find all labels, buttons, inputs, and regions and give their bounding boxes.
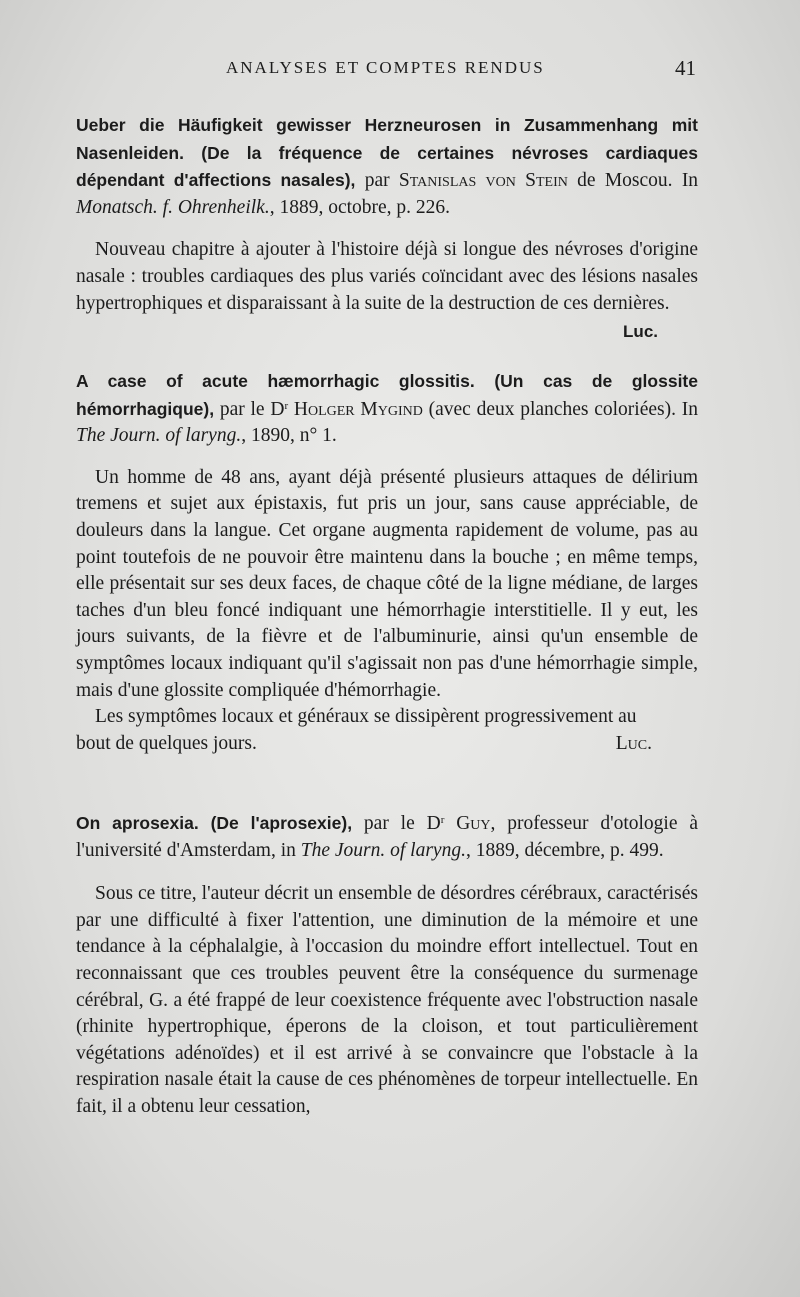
entry-3 bbox=[76, 810, 698, 1121]
entry-2-journal: The Journ. of laryng. bbox=[76, 425, 242, 447]
entry-2-body-2: Les symptômes locaux et généraux se dissipèrent progressivement au bbox=[95, 706, 637, 728]
entry-3-journal: The Journ. of laryng. bbox=[300, 839, 466, 861]
entry-2-heading: A case of acute hæmorrhagic glossitis. (Un cas de glossite hémorrhagique), par le $D^r$ Holger Mygind (avec deux planches coloriées). In The Journ. of laryng., 1890, n° 1. bbox=[76, 371, 698, 447]
entry-2-body: Un homme de 48 ans, ayant déjà présenté plusieurs attaques de délirium tremens et sujet aux épistaxis, fut pris un jour, sans cause appréciable, de douleurs dans la langue. Cet organe augmenta rapidement de volume, pas au point toutefois de ne pouvoir être maintenu dans la bouche ; en même temps, elle présentait sur ses deux faces, de chaque côté de la ligne médiane, de larges taches d'un bleu foncé indiquant une hémorrhagie interstitielle. Il y eut, les jours suivants, de la fièvre et de l'albuminurie, ainsi qu'un ensemble de symptômes locaux indiquant qu'il s'agissait non pas d'une hémorrhagie simple, mais d'une glossite compliquée d'hémorrhagie. bbox=[76, 466, 698, 701]
running-head: ANALYSES ET COMPTES RENDUS bbox=[226, 58, 545, 77]
entry-1-body: Nouveau chapitre à ajouter à l'histoire déjà si longue des névroses d'origine nasale : troubles cardiaques des plus variés coïncidant avec des lésions nasales hypertrophiques et disparaissant à la suite de la destruction de ces dernières. bbox=[76, 239, 698, 314]
entry-1-title: Ueber die Häufigkeit gewisser Herzneurosen in Zusammenhang mit Nasenleiden. bbox=[76, 115, 698, 163]
entry-1-journal: Monatsch. f. Ohrenheilk. bbox=[76, 196, 270, 218]
entry-3-author: Guy bbox=[456, 813, 491, 834]
entry-2 bbox=[76, 368, 698, 757]
entry-2-author: Holger Mygind bbox=[293, 398, 423, 420]
entry-3-body: Sous ce titre, l'auteur décrit un ensemble de désordres cérébraux, caractérisés par une difficulté à fixer l'attention, une diminution de la mémoire et une tendance à la céphalalgie, à l'occasion du moindre effort intellectuel. Tout en reconnaissant que ces troubles peuvent être la conséquence du surmenage cérébral, G. a été frappé de leur coexistence fréquente avec l'obstruction nasale (rhinite hypertrophique, éperons de la cloison, et tout particulièrement végétations adénoïdes) et il est arrivé à se convaincre que l'obstacle à la respiration nasale était la cause de ces phénomènes de torpeur intellectuelle. En fait, il a obtenu leur cessation, bbox=[76, 883, 698, 1117]
entry-2-title-fr: (Un cas de glossite hémorrhagique), bbox=[76, 371, 698, 419]
entry-1-signature: Luc. bbox=[623, 322, 658, 342]
page-number: 41 bbox=[675, 56, 696, 80]
entry-3-title: On aprosexia. bbox=[76, 813, 199, 833]
page-header bbox=[76, 58, 698, 84]
entry-1 bbox=[76, 112, 698, 345]
entry-3-heading: On aprosexia. (De l'aprosexie), par le $D^r$ Guy, professeur d'otologie à l'université d'Amsterdam, in The Journ. of laryng., 1889, décembre, p. 499. bbox=[76, 813, 699, 861]
entry-1-heading: Ueber die Häufigkeit gewisser Herzneurosen in Zusammenhang mit Nasenleiden. (De la fréquence de certaines névroses cardiaques dépendant d'affections nasales), par Stanislas von Stein de Moscou. In Monatsch. f. Ohrenheilk., 1889, octobre, p. 226. bbox=[76, 115, 699, 218]
entry-2-last-line: bout de quelques jours. Luc. bbox=[76, 731, 698, 758]
entry-1-title-fr: (De la fréquence de certaines névroses cardiaques dépendant d'affections nasales), bbox=[76, 142, 699, 191]
entry-3-title-fr: (De l'aprosexie), bbox=[210, 813, 353, 833]
entry-1-author: Stanislas von Stein bbox=[398, 170, 568, 192]
entry-2-signature: Luc. bbox=[615, 732, 652, 754]
entry-2-title: A case of acute hæmorrhagic glossitis. bbox=[76, 371, 475, 391]
